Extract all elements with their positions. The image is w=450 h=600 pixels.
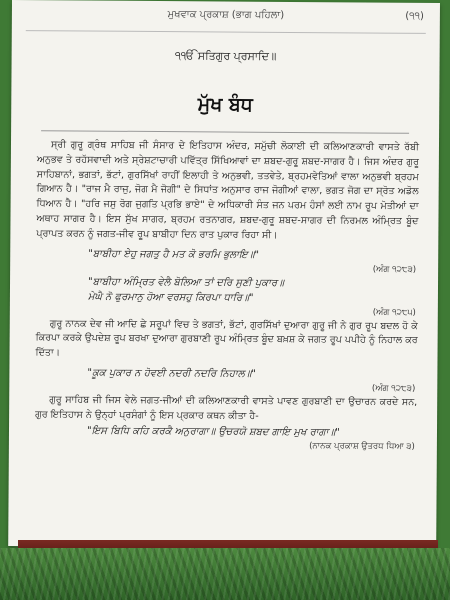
citation: (ਅੰਗ ੧੨੮੫)	[372, 307, 416, 318]
invocation: ੧ੴ ਸਤਿਗੁਰ ਪ੍ਰਸਾਦਿ॥	[174, 49, 277, 63]
scripture-quote: "ਬਾਬੀਹਾ ਏਹੁ ਜਗਤੁ ਹੈ ਮਤ ਕੋ ਭਰਮਿ ਭੁਲਾਇ॥"	[88, 248, 259, 261]
scripture-quote: "ਇਸ ਬਿਧਿ ਕਹਿ ਕਰਕੈ ਅਨੁਰਾਗਾ॥ ਉਚਰਯੋ ਸ਼ਬਦ ਗਾਇ ਮੁਖ ਰਾਗਾ॥"	[86, 425, 340, 438]
running-title: ਮੁਖਵਾਕ ਪ੍ਰਕਾਸ਼ (ਭਾਗ ਪਹਿਲਾ)	[167, 9, 285, 21]
chapter-title: ਮੁੱਖ ਬੰਧ	[197, 93, 253, 116]
title-rule	[41, 130, 409, 134]
citation: (ਨਾਨਕ ਪ੍ਰਕਾਸ਼ ਉਤਰਧ ਧਿਆ ੩)	[309, 440, 415, 452]
citation: (ਅੰਗ ੧੨੮੩)	[372, 264, 417, 275]
scripture-quote: ਮੇਘੈ ਨੋ ਫੁਰਮਾਨੁ ਹੋਆ ਵਰਸਹੁ ਕਿਰਪਾ ਧਾਰਿ॥"	[87, 291, 254, 304]
paragraph: ਗੁਰੂ ਨਾਨਕ ਦੇਵ ਜੀ ਆਦਿ ਛੇ ਸਰੂਪਾਂ ਵਿਚ ਤੇ ਭਗਤਾਂ, ਭੱਟਾਂ, ਗੁਰਸਿੱਖਾਂ ਦੁਆਰਾ ਗੁਰੂ ਜੀ ਨੇ ਗੁਰ ਰੂਪ ਬਦਲ ਹੋ ਕੇ ਕਿਰਪਾ ਕਰਕੇ ਉਪਦੇਸ਼ ਰੂਪ ਬਰਖਾ ਦੁਆਰਾ ਗੁਰਬਾਣੀ ਰੂਪ ਅੰਮ੍ਰਿਤ ਬੂੰਦ ਬਖ਼ਸ਼ ਕੇ ਜਗਤ ਰੂਪ ਪਪੀਹੇ ਨੂੰ ਨਿਹਾਲ ਕਰ ਦਿੱਤਾ।	[35, 317, 418, 359]
book-page	[8, 0, 440, 549]
grass-background	[0, 548, 450, 600]
header-rule	[26, 30, 426, 34]
scripture-quote: "ਕੂਕ ਪੁਕਾਰ ਨ ਹੋਵਈ ਨਦਰੀ ਨਦਰਿ ਨਿਹਾਲ॥"	[87, 367, 256, 380]
page-number: (੧੧)	[405, 10, 424, 22]
running-head	[12, 8, 440, 31]
citation: (ਅੰਗ ੧੨੮੩)	[371, 383, 416, 394]
scripture-quote: "ਬਾਬੀਹਾ ਅੰਮ੍ਰਿਤ ਵੇਲੈ ਬੋਲਿਆ ਤਾਂ ਦਰਿ ਸੁਣੀ ਪੁਕਾਰ॥	[87, 276, 284, 289]
paragraph: ਸ੍ਰੀ ਗੁਰੂ ਗ੍ਰੰਥ ਸਾਹਿਬ ਜੀ ਸੰਸਾਰ ਦੇ ਇਤਿਹਾਸ ਅੰਦਰ, ਸਮੁੱਚੀ ਲੋਕਾਈ ਦੀ ਕਲਿਆਣਕਾਰੀ ਵਾਸਤੇ ਰੱਬੀ ਅਨੁਭਵ ਤੇ ਰਹੱਸਵਾਦੀ ਅਤੇ ਸ੍ਰੇਸ਼ਟਾਚਾਰੀ ਪਵਿੱਤ੍ਰ ਸਿੱਖਿਆਵਾਂ ਦਾ ਸ਼ਬਦ-ਗੁਰੂ ਸ਼ਬਦ-ਸਾਗਰ ਹੈ। ਜਿਸ ਅੰਦਰ ਗੁਰੂ ਸਾਹਿਬਾਨਾਂ, ਭਗਤਾਂ, ਭੱਟਾਂ, ਗੁਰਸਿੱਖਾਂ ਰਾਹੀਂ ਇਲਾਹੀ ਤੇ ਅਨੁਭਵੀ, ਤਤਵੇਤੇ, ਬ੍ਰਹਮਵੇਤਿਆਂ ਵਾਲਾ ਅਨੁਭਵੀ ਬ੍ਰਹਮ ਗਿਆਨ ਹੈ। "ਰਾਜ ਮੈ ਰਾਜੁ, ਜੋਗ ਮੈ ਜੋਗੀ" ਦੇ ਸਿਧਾਂਤ ਅਨੁਸਾਰ ਰਾਜ ਜੋਗੀਆਂ ਵਾਲਾ, ਭਗਤ ਜੋਗ ਦਾ ਸ੍ਰੋਤ ਅਡੋਲ ਧਿਆਨ ਹੈ। "ਹਰਿ ਜਸੁ ਰੋਗ ਜੁਗਤਿ ਪ੍ਰਭਿ ਭਾਏ" ਦੇ ਅਧਿਕਾਰੀ ਸੰਤ ਜਨ ਪਰਮ ਹੰਸਾਂ ਲਈ ਨਾਮ ਰੂਪ ਮੋਤੀਆਂ ਦਾ ਅਥਾਹ ਸਾਗਰ ਹੈ। ਇਸ ਸੁੱਖ ਸਾਗਰ, ਬ੍ਰਹਮ ਰਤਨਾਗਰ, ਸ਼ਬਦ-ਗੁਰੂ ਸ਼ਬਦ-ਸਾਗਰ ਦੀ ਨਿਰਮਲ ਅੰਮ੍ਰਿਤ ਬੂੰਦ ਪ੍ਰਾਪਤ ਕਰਨ ਨੂੰ ਜਗਤ-ਜੀਵ ਰੂਪ ਬਾਬੀਹਾ ਦਿਨ ਰਾਤ ਪੁਕਾਰ ਰਿਹਾ ਸੀ।	[36, 139, 420, 241]
body-text	[35, 138, 419, 453]
paragraph: ਗੁਰੂ ਸਾਹਿਬ ਜੀ ਜਿਸ ਵੇਲੇ ਜਗਤ-ਜੀਆਂ ਦੀ ਕਲਿਆਣਕਾਰੀ ਵਾਸਤੇ ਪਾਵਣ ਗੁਰਬਾਣੀ ਦਾ ਉਚਾਰਨ ਕਰਦੇ ਸਨ, ਗੁਰ ਇਤਿਹਾਸ ਨੇ ਉਨ੍ਹਾਂ ਪ੍ਰਸੰਗਾਂ ਨੂੰ ਇਸ ਪ੍ਰਕਾਰ ਕਥਨ ਕੀਤਾ ਹੈ-	[35, 394, 418, 422]
